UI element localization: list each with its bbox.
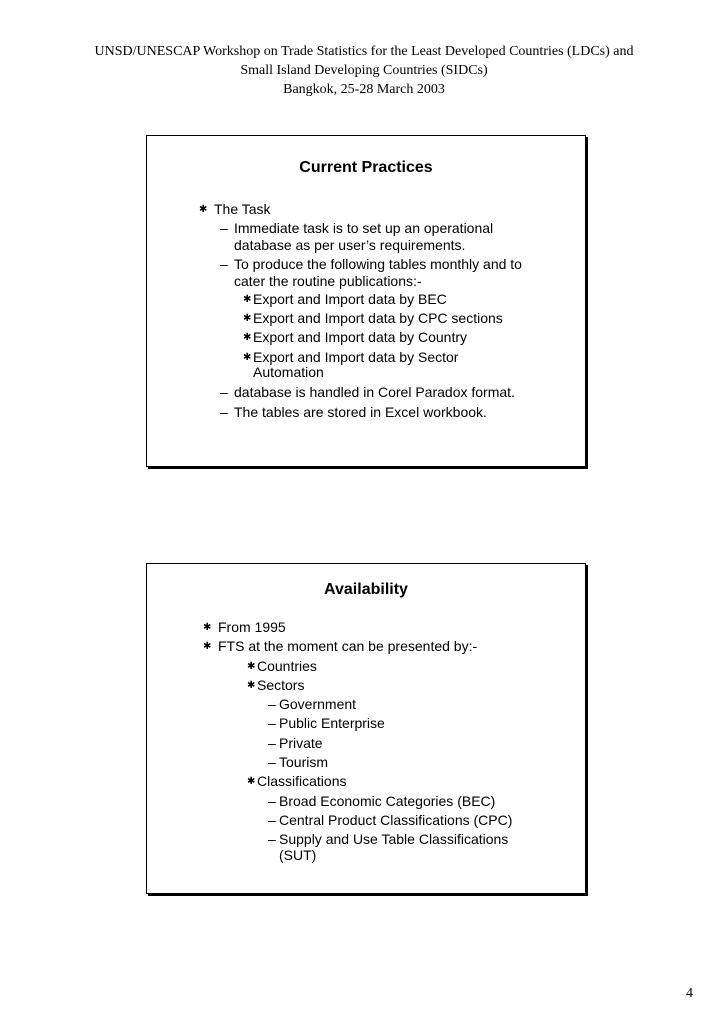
classification-text: (SUT) [279,847,317,863]
sector-text: Government [279,696,357,712]
asterisk-bullet-icon: ✱ [247,776,256,787]
document-header [0,42,728,99]
classification-text: Broad Economic Categories (BEC) [279,793,496,809]
subitem-text: Export and Import data by CPC sections [253,310,503,326]
sector-text: Private [279,735,323,751]
asterisk-bullet-icon: ✱ [203,641,212,652]
bullet-text: From 1995 [218,619,286,635]
item-text: Immediate task is to set up an operational [234,220,494,236]
dash-bullet-icon: – [220,256,228,272]
header-line-1: UNSD/UNESCAP Workshop on Trade Statistics for the Least Developed Countries (LDCs) and [94,44,634,59]
asterisk-bullet-icon: ✱ [247,680,256,691]
classification-text: Central Product Classifications (CPC) [279,812,513,828]
item-text: database as per user’s requirements. [234,237,466,253]
bullet-text: FTS at the moment can be presented by:- [218,638,478,654]
classification-text: Supply and Use Table Classifications [279,831,509,847]
header-line-2: Small Island Developing Countries (SIDCs) [240,63,488,78]
slide-title: Current Practices [299,159,433,176]
dash-bullet-icon: – [268,696,276,712]
item-text: cater the routine publications:- [234,273,422,289]
slide-title: Availability [324,581,408,598]
asterisk-bullet-icon: ✱ [199,204,208,215]
dash-bullet-icon: – [268,812,276,828]
slide-availability [146,563,586,894]
item-text: To produce the following tables monthly and to [234,256,522,272]
slide-current-practices [146,135,586,467]
subitem-text: Automation [253,364,324,380]
dash-bullet-icon: – [268,793,276,809]
sector-text: Public Enterprise [279,715,385,731]
dash-bullet-icon: – [220,404,228,420]
asterisk-bullet-icon: ✱ [243,313,252,324]
asterisk-bullet-icon: ✱ [203,622,212,633]
subitem-text: Export and Import data by Country [253,329,467,345]
subitem-text: Export and Import data by Sector [253,349,459,365]
asterisk-bullet-icon: ✱ [243,352,252,363]
dash-bullet-icon: – [268,831,276,847]
asterisk-bullet-icon: ✱ [247,661,256,672]
item-text: database is handled in Corel Paradox format. [234,384,515,400]
header-line-3: Bangkok, 25-28 March 2003 [283,82,445,97]
dash-bullet-icon: – [268,715,276,731]
dash-bullet-icon: – [220,220,228,236]
asterisk-bullet-icon: ✱ [243,332,252,343]
dash-bullet-icon: – [268,754,276,770]
page-number: 4 [686,986,693,1001]
dash-bullet-icon: – [268,735,276,751]
asterisk-bullet-icon: ✱ [243,294,252,305]
item-text: The tables are stored in Excel workbook. [234,404,487,420]
dash-bullet-icon: – [220,384,228,400]
group-text: Sectors [257,677,305,693]
bullet-text: The Task [214,201,271,217]
subitem-text: Export and Import data by BEC [253,291,447,307]
group-text: Countries [257,658,317,674]
group-text: Classifications [257,773,347,789]
sector-text: Tourism [279,754,329,770]
